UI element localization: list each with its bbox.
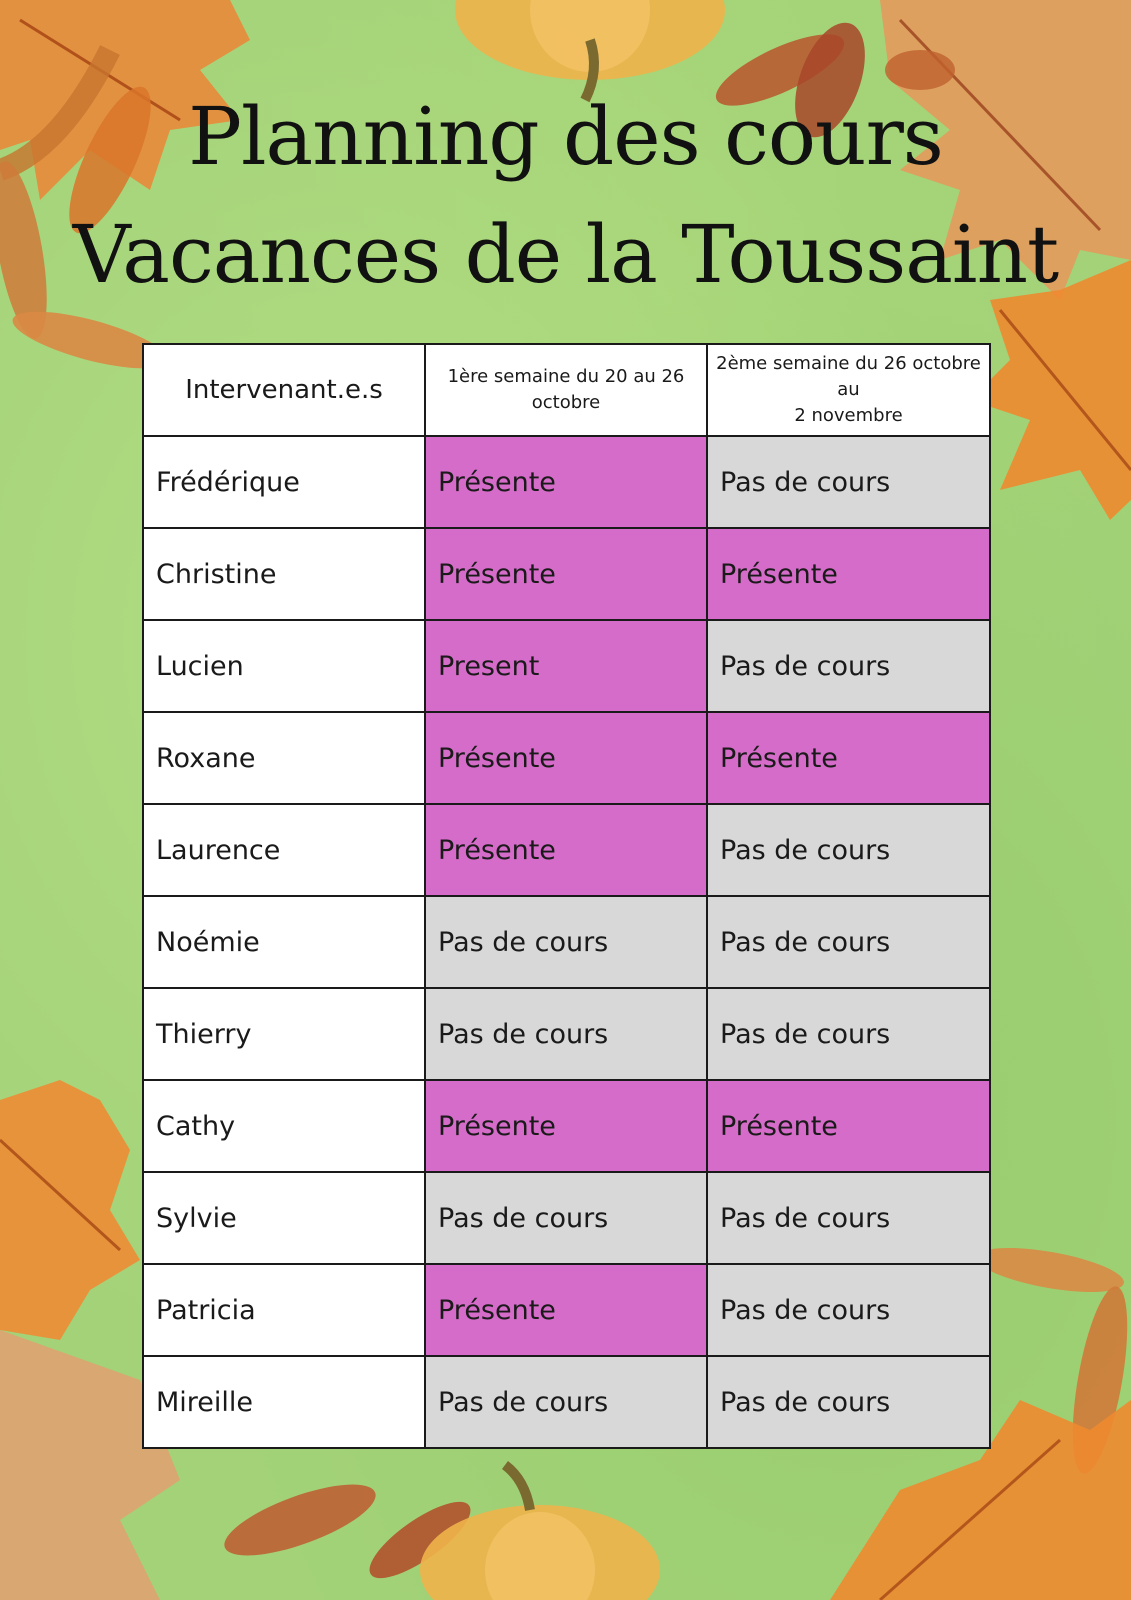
header-week-2-line-2: au [837, 379, 860, 400]
week-2-status: Pas de cours [707, 896, 990, 988]
week-2-status: Présente [707, 528, 990, 620]
week-1-status: Présente [425, 528, 707, 620]
week-1-status: Pas de cours [425, 896, 707, 988]
table-row [143, 804, 990, 896]
header-week-2-line-3: 2 novembre [794, 405, 903, 426]
table-row [143, 1172, 990, 1264]
week-1-status: Présente [425, 1264, 707, 1356]
week-2-status: Pas de cours [707, 988, 990, 1080]
intervenant-name: Cathy [143, 1080, 425, 1172]
week-2-status: Pas de cours [707, 1264, 990, 1356]
header-intervenants: Intervenant.e.s [143, 344, 425, 436]
intervenant-name: Thierry [143, 988, 425, 1080]
week-2-status: Pas de cours [707, 436, 990, 528]
intervenant-name: Noémie [143, 896, 425, 988]
week-1-status: Présente [425, 436, 707, 528]
week-1-status: Présente [425, 1080, 707, 1172]
week-2-status: Pas de cours [707, 620, 990, 712]
table-row [143, 1356, 990, 1448]
table-row [143, 1080, 990, 1172]
title-line-1: Planning des cours [188, 90, 943, 183]
intervenant-name: Frédérique [143, 436, 425, 528]
week-2-status: Pas de cours [707, 1356, 990, 1448]
intervenant-name: Sylvie [143, 1172, 425, 1264]
table-row [143, 436, 990, 528]
planning-table [142, 343, 991, 1449]
pumpkin-icon [420, 1465, 660, 1600]
week-2-status: Présente [707, 712, 990, 804]
table-header-row [143, 344, 990, 436]
week-1-status: Présente [425, 804, 707, 896]
header-week-1: 1ère semaine du 20 au 26 octobre [425, 344, 707, 436]
week-2-status: Présente [707, 1080, 990, 1172]
table-row [143, 528, 990, 620]
week-1-status: Pas de cours [425, 1172, 707, 1264]
intervenant-name: Christine [143, 528, 425, 620]
week-1-status: Present [425, 620, 707, 712]
table-row [143, 712, 990, 804]
page-title [0, 78, 1131, 314]
title-line-2: Vacances de la Toussaint [72, 208, 1059, 301]
week-2-status: Pas de cours [707, 1172, 990, 1264]
header-week-2-line-1: 2ème semaine du 26 octobre [716, 353, 981, 374]
intervenant-name: Lucien [143, 620, 425, 712]
intervenant-name: Roxane [143, 712, 425, 804]
week-2-status: Pas de cours [707, 804, 990, 896]
intervenant-name: Mireille [143, 1356, 425, 1448]
table-row [143, 1264, 990, 1356]
table-row [143, 620, 990, 712]
week-1-status: Pas de cours [425, 988, 707, 1080]
week-1-status: Pas de cours [425, 1356, 707, 1448]
intervenant-name: Patricia [143, 1264, 425, 1356]
week-1-status: Présente [425, 712, 707, 804]
header-week-2 [707, 344, 990, 436]
table-row [143, 896, 990, 988]
table-row [143, 988, 990, 1080]
intervenant-name: Laurence [143, 804, 425, 896]
